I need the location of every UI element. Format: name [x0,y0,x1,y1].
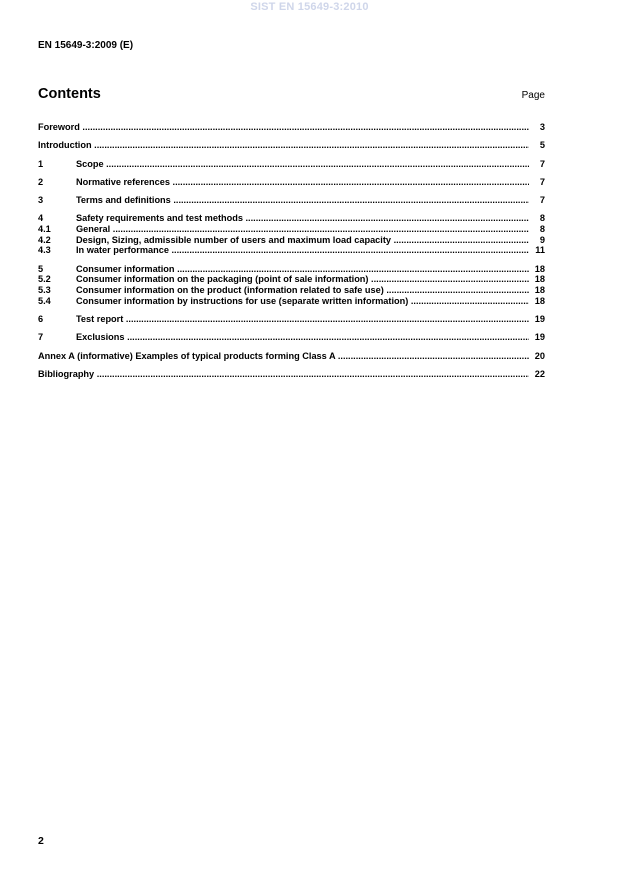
toc-entry-number: 4.1 [38,224,51,235]
toc-entry-introduction[interactable] [38,140,545,151]
toc-entry-page: 9 [529,235,545,246]
toc-entry-exclusions[interactable] [38,332,545,343]
toc-entry-title: Exclusions ..... [76,332,529,343]
toc-entry-number: 7 [38,332,44,343]
toc-entry-bibliography[interactable] [38,369,545,380]
toc-entry-title: Consumer information on the packaging (point of sale information) ..... [76,274,529,285]
toc-entry-number: 2 [38,176,44,187]
toc-entry-title: Scope ..... [76,159,529,170]
toc-entry-number: 1 [38,158,44,169]
toc-entry-number: 5.3 [38,285,51,296]
toc-entry-number: 3 [38,195,44,206]
toc-entry-foreword[interactable] [38,122,545,133]
toc-entry-number: 6 [38,314,44,325]
page-column-label: Page [521,90,545,101]
toc-entry-page: 18 [529,274,545,285]
toc-entry-design-sizing[interactable] [38,235,545,246]
toc-entry-page: 3 [529,122,545,133]
toc-entry-page: 8 [529,224,545,235]
toc-entry-title: Consumer information by instructions for use (separate written information) ..... [76,296,529,307]
toc-entry-number: 4.3 [38,245,51,256]
toc-entry-number: 5 [38,263,44,274]
toc-entry-number: 5.4 [38,295,51,306]
toc-entry-title: In water performance ..... [76,245,529,256]
toc-entry-page: 19 [529,314,545,325]
toc-entry-title: Introduction ..... [38,140,529,151]
toc-entry-title: Annex A (informative) Examples of typical products forming Class A ..... [38,351,529,362]
toc-entry-consumer-info-packaging[interactable] [38,274,545,285]
table-of-contents [38,122,545,380]
toc-entry-page: 18 [529,285,545,296]
toc-entry-test-report[interactable] [38,314,545,325]
contents-title: Contents [38,86,101,102]
toc-entry-page: 18 [529,264,545,275]
toc-entry-number: 4 [38,213,44,224]
toc-entry-page: 7 [529,177,545,188]
toc-entry-page: 5 [529,140,545,151]
toc-entry-safety-requirements[interactable] [38,213,545,224]
toc-entry-general[interactable] [38,224,545,235]
toc-entry-title: General ..... [76,224,529,235]
toc-entry-annex-a[interactable] [38,351,545,362]
page-number: 2 [38,835,44,847]
toc-entry-normative-references[interactable] [38,177,545,188]
toc-entry-number: 5.2 [38,274,51,285]
toc-entry-scope[interactable] [38,159,545,170]
toc-entry-page: 22 [529,369,545,380]
toc-entry-title: Safety requirements and test methods ..... [76,213,529,224]
toc-entry-in-water-performance[interactable] [38,245,545,256]
toc-entry-title: Normative references ..... [76,177,529,188]
toc-entry-title: Consumer information ..... [76,264,529,275]
toc-entry-page: 20 [529,351,545,362]
toc-entry-page: 7 [529,195,545,206]
toc-entry-terms-and-definitions[interactable] [38,195,545,206]
watermark: SIST EN 15649-3:2010 [250,1,369,13]
toc-entry-page: 7 [529,159,545,170]
toc-entry-title: Foreword ..... [38,122,529,133]
toc-entry-consumer-info-product[interactable] [38,285,545,296]
toc-entry-number: 4.2 [38,234,51,245]
toc-entry-title: Design, Sizing, admissible number of users and maximum load capacity ..... [76,235,529,246]
toc-entry-consumer-information[interactable] [38,264,545,275]
toc-entry-title: Test report ..... [76,314,529,325]
toc-entry-title: Bibliography ..... [38,369,529,380]
toc-entry-page: 18 [529,296,545,307]
toc-entry-title: Terms and definitions ..... [76,195,529,206]
toc-entry-page: 8 [529,213,545,224]
document-id: EN 15649-3:2009 (E) [38,40,134,51]
toc-entry-title: Consumer information on the product (information related to safe use) ..... [76,285,529,296]
toc-entry-page: 11 [529,245,545,256]
toc-entry-page: 19 [529,332,545,343]
toc-entry-consumer-info-instructions[interactable] [38,296,545,307]
